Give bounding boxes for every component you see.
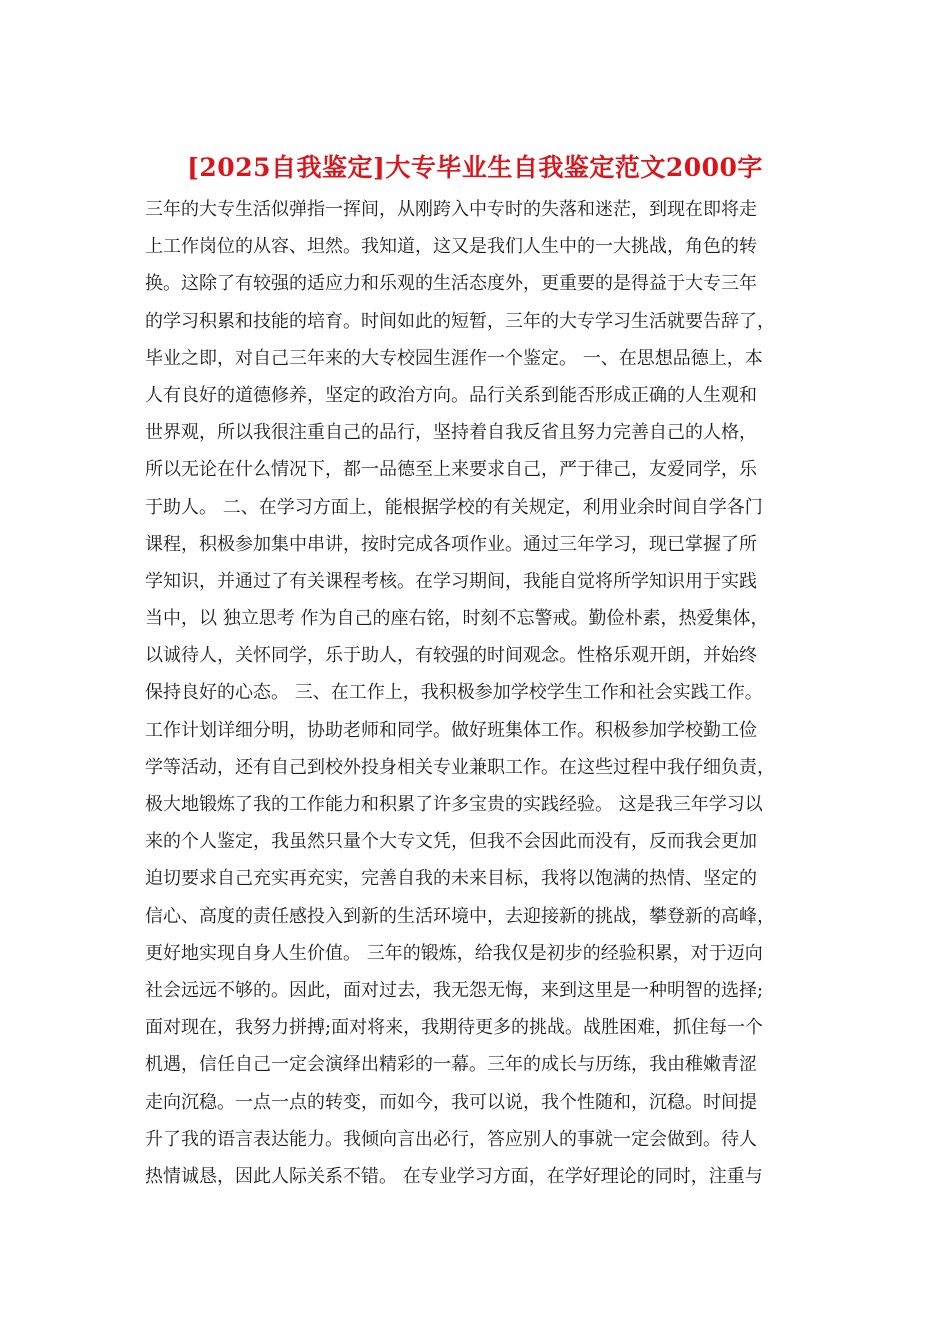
body-line: 迫切要求自己充实再充实，完善自我的未来目标，我将以饱满的热情、坚定的	[145, 868, 757, 890]
body-line: 人有良好的道德修养，坚定的政治方向。品行关系到能否形成正确的人生观和	[145, 384, 757, 406]
document-body	[145, 191, 815, 1195]
body-line: 上工作岗位的从容、坦然。我知道，这又是我们人生中的一大挑战，角色的转	[145, 236, 757, 258]
body-line: 社会远远不够的。因此，面对过去，我无怨无悔，来到这里是一种明智的选择;	[145, 979, 764, 1001]
body-line: 机遇，信任自己一定会演绎出精彩的一幕。三年的成长与历练，我由稚嫩青涩	[145, 1054, 757, 1076]
body-line: 的学习积累和技能的培育。时间如此的短暂，三年的大专学习生活就要告辞了，	[145, 310, 775, 332]
body-line: 极大地锻炼了我的工作能力和积累了许多宝贵的实践经验。 这是我三年学习以	[145, 794, 763, 815]
body-line: 课程，积极参加集中串讲，按时完成各项作业。通过三年学习，现已掌握了所	[145, 533, 757, 555]
body-line: 换。这除了有较强的适应力和乐观的生活态度外，更重要的是得益于大专三年	[145, 273, 757, 295]
body-line: 世界观，所以我很注重自己的品行，坚持着自我反省且努力完善自己的人格，	[145, 422, 757, 444]
body-line: 热情诚恳，因此人际关系不错。 在专业学习方面，在学好理论的同时，注重与	[145, 1165, 763, 1187]
body-line: 保持良好的心态。 三、在工作上，我积极参加学校学生工作和社会实践工作。	[145, 682, 763, 704]
body-line: 信心、高度的责任感投入到新的生活环境中，去迎接新的挑战，攀登新的高峰，	[145, 905, 775, 927]
body-line: 学等活动，还有自己到校外投身相关专业兼职工作。在这些过程中我仔细负责，	[145, 756, 775, 778]
body-line: 以诚待人，关怀同学，乐于助人，有较强的时间观念。性格乐观开朗，并始终	[145, 645, 757, 667]
document-title: [2025自我鉴定]大专毕业生自我鉴定范文2000字	[187, 153, 763, 182]
body-line: 学知识，并通过了有关课程考核。在学习期间，我能自觉将所学知识用于实践	[145, 570, 757, 592]
body-line: 升了我的语言表达能力。我倾向言出必行，答应别人的事就一定会做到。待人	[145, 1128, 757, 1150]
body-line: 毕业之即，对自己三年来的大专校园生涯作一个鉴定。 一、在思想品德上，本	[145, 347, 763, 369]
body-line: 当中，以 独立思考 作为自己的座右铭，时刻不忘警戒。勤俭朴素，热爱集体，	[145, 608, 769, 630]
body-line: 走向沉稳。一点一点的转变，而如今，我可以说，我个性随和，沉稳。时间提	[145, 1091, 757, 1113]
body-line: 来的个人鉴定，我虽然只量个大专文凭，但我不会因此而没有，反而我会更加	[145, 831, 757, 853]
body-line: 三年的大专生活似弹指一挥间，从刚跨入中专时的失落和迷茫，到现在即将走	[145, 199, 757, 220]
body-line: 所以无论在什么情况下，都一品德至上来要求自己，严于律己，友爱同学，乐	[145, 459, 757, 481]
body-line: 工作计划详细分明，协助老师和同学。做好班集体工作。积极参加学校勤工俭	[145, 719, 757, 741]
body-line: 面对现在，我努力拼搏;面对将来，我期待更多的挑战。战胜困难，抓住每一个	[145, 1017, 764, 1039]
body-line: 更好地实现自身人生价值。 三年的锻炼，给我仅是初步的经验积累，对于迈向	[145, 942, 763, 964]
body-line: 于助人。 二、在学习方面上，能根据学校的有关规定，利用业余时间自学各门	[145, 496, 763, 518]
